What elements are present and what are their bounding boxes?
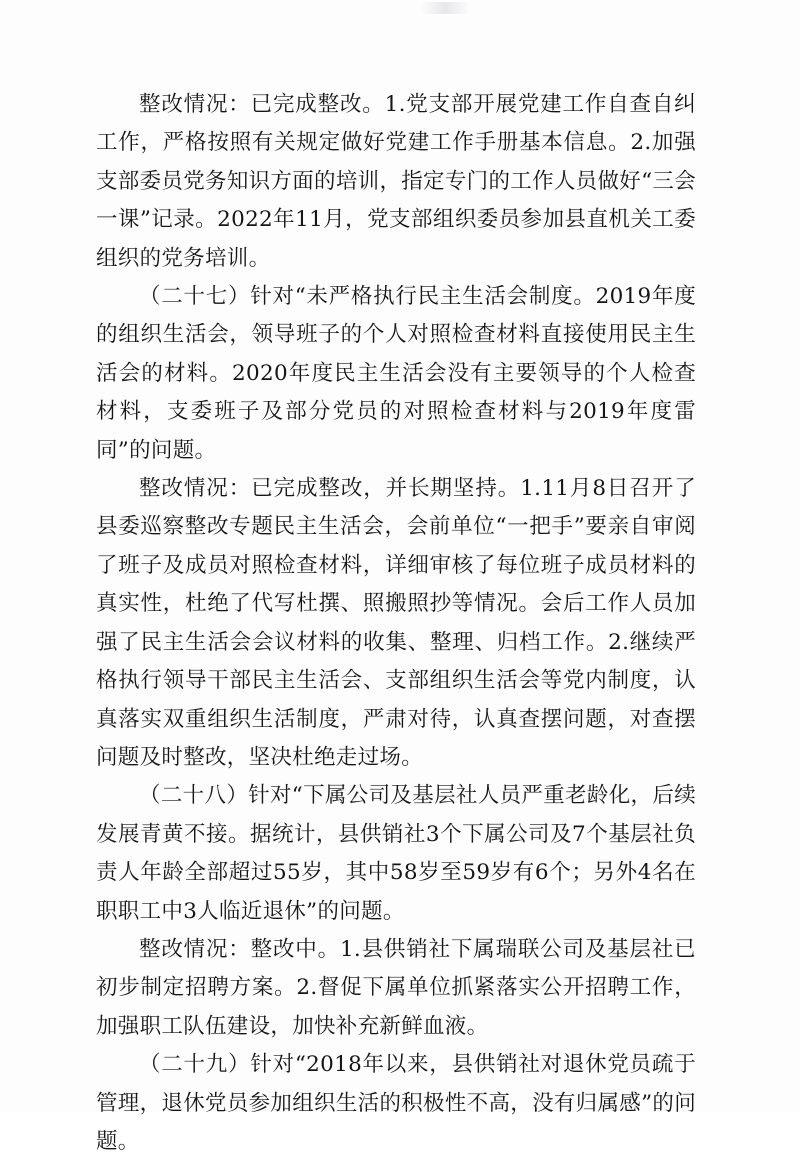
paragraph-rectification-status-27: 整改情况：已完成整改，并长期坚持。1.11月8日召开了县委巡察整改专题民主生活会，会前单位“一把手”要亲自审阅了班子及成员对照检查材料，详细审核了每位班子成员材料的真实性，杜绝了代写杜撰、照搬照抄等情况。会后工作人员加强了民主生活会会议材料的收集、整理、归档工作。2.继续严格执行领导干部民主生活会、支部组织生活会等党内制度，认真落实双重组织生活制度，严肃对待，认真查摆问题，对查摆问题及时整改，坚决杜绝走过场。 <box>96 476 696 770</box>
paragraph-rectification-status-1: 整改情况：已完成整改。1.党支部开展党建工作自查自纠工作，严格按照有关规定做好党建工作手册基本信息。2.加强支部委员党务知识方面的培训，指定专门的工作人员做好“三会一课”记录。2022年11月，党支部组织委员参加县直机关工委组织的党务培训。 <box>96 92 696 271</box>
paragraph-issue-28: （二十八）针对“下属公司及基层社人员严重老龄化，后续发展青黄不接。据统计，县供销社3个下属公司及7个基层社负责人年龄全部超过55岁，其中58岁至59岁有6个；另外4名在职职工中3人临近退休”的问题。 <box>96 783 696 924</box>
paragraph-issue-29: （二十九）针对“2018年以来，县供销社对退休党员疏于管理，退休党员参加组织生活的积极性不高，没有归属感”的问题。 <box>96 1052 696 1154</box>
scan-artifact <box>420 2 470 14</box>
paragraph-issue-27: （二十七）针对“未严格执行民主生活会制度。2019年度的组织生活会，领导班子的个人对照检查材料直接使用民主生活会的材料。2020年度民主生活会没有主要领导的个人检查材料，支委班子及部分党员的对照检查材料与2019年度雷同”的问题。 <box>96 284 696 463</box>
document-body <box>96 86 696 1161</box>
paragraph-rectification-status-28: 整改情况：整改中。1.县供销社下属瑞联公司及基层社已初步制定招聘方案。2.督促下属单位抓紧落实公开招聘工作，加强职工队伍建设，加快补充新鲜血液。 <box>96 936 696 1039</box>
